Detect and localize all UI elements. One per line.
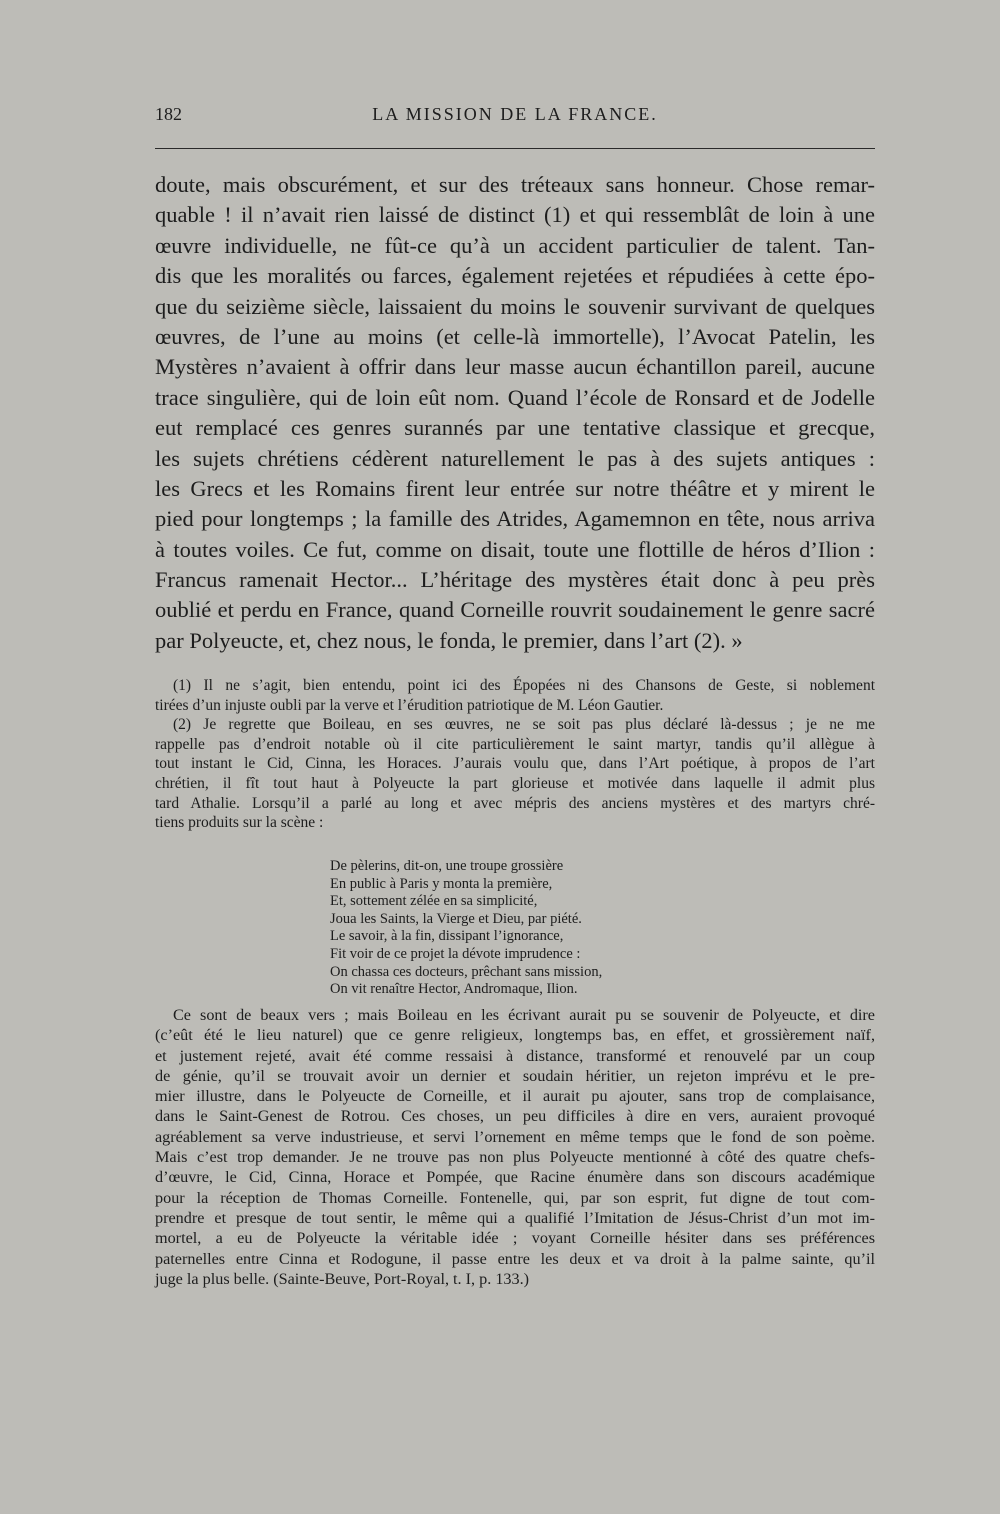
footnote-2-line: (2) Je regrette que Boileau, en ses œuvres, ne se soit pas plus déclaré là-dessus ; je ne me <box>173 716 875 734</box>
commentary-line: mier illustre, dans le Polyeucte de Corneille, et il aurait pu ajouter, sans trop de complaisance, <box>155 1087 875 1106</box>
footnote-2-line: tout instant le Cid, Cinna, les Horaces. J’aurais voulu que, dans l’Art poétique, à propos de l’art <box>155 755 875 773</box>
verse-line: Et, sottement zélée en sa simplicité, <box>330 893 538 910</box>
body-line: Mystères n’avaient à offrir dans leur masse aucun échantillon pareil, aucune <box>155 354 875 380</box>
commentary-line: prendre et presque de tout sentir, le même qui a qualifié l’Imitation de Jésus-Christ d’un mot im- <box>155 1208 875 1227</box>
commentary-line: pour la réception de Thomas Corneille. Fontenelle, qui, par son esprit, fut digne de tout com- <box>155 1188 875 1207</box>
footnotes <box>155 676 875 833</box>
commentary-line: (c’eût été le lieu naturel) que ce genre religieux, longtemps bas, en effet, et grossièrement naïf, <box>155 1026 875 1045</box>
body-line: que du seizième siècle, laissaient du moins le souvenir survivant de quelques <box>155 293 875 319</box>
body-line: pied pour longtemps ; la famille des Atrides, Agamemnon en tête, nous arriva <box>155 506 875 532</box>
commentary-line: et justement rejeté, avait été comme ressaisi à distance, transformé et renouvelé par un coup <box>155 1046 875 1065</box>
body-line: les Grecs et les Romains firent leur entrée sur notre théâtre et y mirent le <box>155 475 875 501</box>
commentary-line: juge la plus belle. (Sainte-Beuve, Port-Royal, t. I, p. 133.) <box>155 1269 530 1288</box>
commentary-line: Mais c’est trop demander. Je ne trouve pas non plus Polyeucte mentionné à côté des quatre chefs- <box>155 1148 875 1167</box>
footnote-2-line: tard Athalie. Lorsqu’il a parlé au long et avec mépris des anciens mystères et des martyrs chré- <box>155 794 875 812</box>
footnote-2-line: chrétien, il fît tout haut à Polyeucte la part glorieuse et motivée dans laquelle il admit plus <box>155 774 875 792</box>
page-number: 182 <box>155 104 182 124</box>
body-line: à toutes voiles. Ce fut, comme on disait, toute une flottille de héros d’Ilion : <box>155 536 875 562</box>
body-line: les sujets chrétiens cédèrent naturellement le pas à des sujets antiques : <box>155 445 875 471</box>
body-line: doute, mais obscurément, et sur des tréteaux sans honneur. Chose remar- <box>155 172 875 197</box>
body-line: par Polyeucte, et, chez nous, le fonda, le premier, dans l’art (2). » <box>155 627 743 653</box>
main-paragraph <box>155 170 875 656</box>
verse-line: De pèlerins, dit-on, une troupe grossière <box>330 858 564 874</box>
footnote-2-line: tiens produits sur la scène : <box>155 814 324 832</box>
verse-line: On chassa ces docteurs, prêchant sans mission, <box>330 963 603 980</box>
commentary-line: d’œuvre, le Cid, Cinna, Horace et Pompée, que Racine énumère dans son discours académique <box>155 1168 875 1187</box>
running-title: LA MISSION DE LA FRANCE. <box>372 104 658 124</box>
verse-quotation <box>330 858 690 999</box>
footnote-1-line: (1) Il ne s’agit, bien entendu, point ici des Épopées ni des Chansons de Geste, si noblement <box>173 677 875 694</box>
body-line: œuvres, de l’une au moins (et celle-là immortelle), l’Avocat Patelin, les <box>155 323 875 349</box>
body-line: quable ! il n’avait rien laissé de distinct (1) et qui ressemblât de loin à une <box>155 202 875 228</box>
body-line: œuvre individuelle, ne fût-ce qu’à un accident particulier de talent. Tan- <box>155 232 875 258</box>
body-line: trace singulière, qui de loin eût nom. Quand l’école de Ronsard et de Jodelle <box>155 384 875 410</box>
footnote-2-line: rappelle pas d’endroit notable où il cite particulièrement le saint martyr, tandis qu’il allègue à <box>155 735 875 753</box>
verse-line: Fit voir de ce projet la dévote imprudence : <box>330 945 581 962</box>
verse-line: On vit renaître Hector, Andromaque, Ilion. <box>330 981 578 998</box>
commentary-line: agréablement sa verve industrieuse, et servi l’ornement en même temps que le fond de son poème. <box>155 1127 875 1146</box>
commentary-line: de génie, qu’il se trouvait avoir un dernier et soudain héritier, un rejeton imprévu et le pre- <box>155 1066 875 1085</box>
body-line: dis que les moralités ou farces, également rejetées et répudiées à cette épo- <box>155 263 875 289</box>
commentary-line: dans le Saint-Genest de Rotrou. Ces choses, un peu difficiles à dire en vers, auraient provoqué <box>155 1107 875 1126</box>
footnote-commentary <box>155 1005 875 1289</box>
commentary-line: paternelles entre Cinna et Rodogune, il passe entre les deux et va droit à la palme sainte, qu’il <box>155 1249 875 1268</box>
commentary-line: Ce sont de beaux vers ; mais Boileau en les écrivant aurait pu se souvenir de Polyeucte, et dire <box>173 1006 875 1024</box>
verse-line: En public à Paris y monta la première, <box>330 875 553 892</box>
body-line: Francus ramenait Hector... L’héritage des mystères était donc à peu près <box>155 567 875 593</box>
verse-line: Le savoir, à la fin, dissipant l’ignorance, <box>330 928 564 945</box>
body-line: oublié et perdu en France, quand Corneille rouvrit soudainement le genre sacré <box>155 597 875 623</box>
verse-line: Joua les Saints, la Vierge et Dieu, par piété. <box>330 910 582 927</box>
footnote-1-line: tirées d’un injuste oubli par la verve et l’érudition patriotique de M. Léon Gautier. <box>155 696 664 714</box>
running-head <box>155 104 875 128</box>
commentary-line: mortel, a eu de Polyeucte la véritable idée ; voyant Corneille hésiter dans ses préférences <box>155 1229 875 1248</box>
header-rule <box>155 148 875 149</box>
body-line: eut remplacé ces genres surannés par une tentative classique et grecque, <box>155 415 875 441</box>
